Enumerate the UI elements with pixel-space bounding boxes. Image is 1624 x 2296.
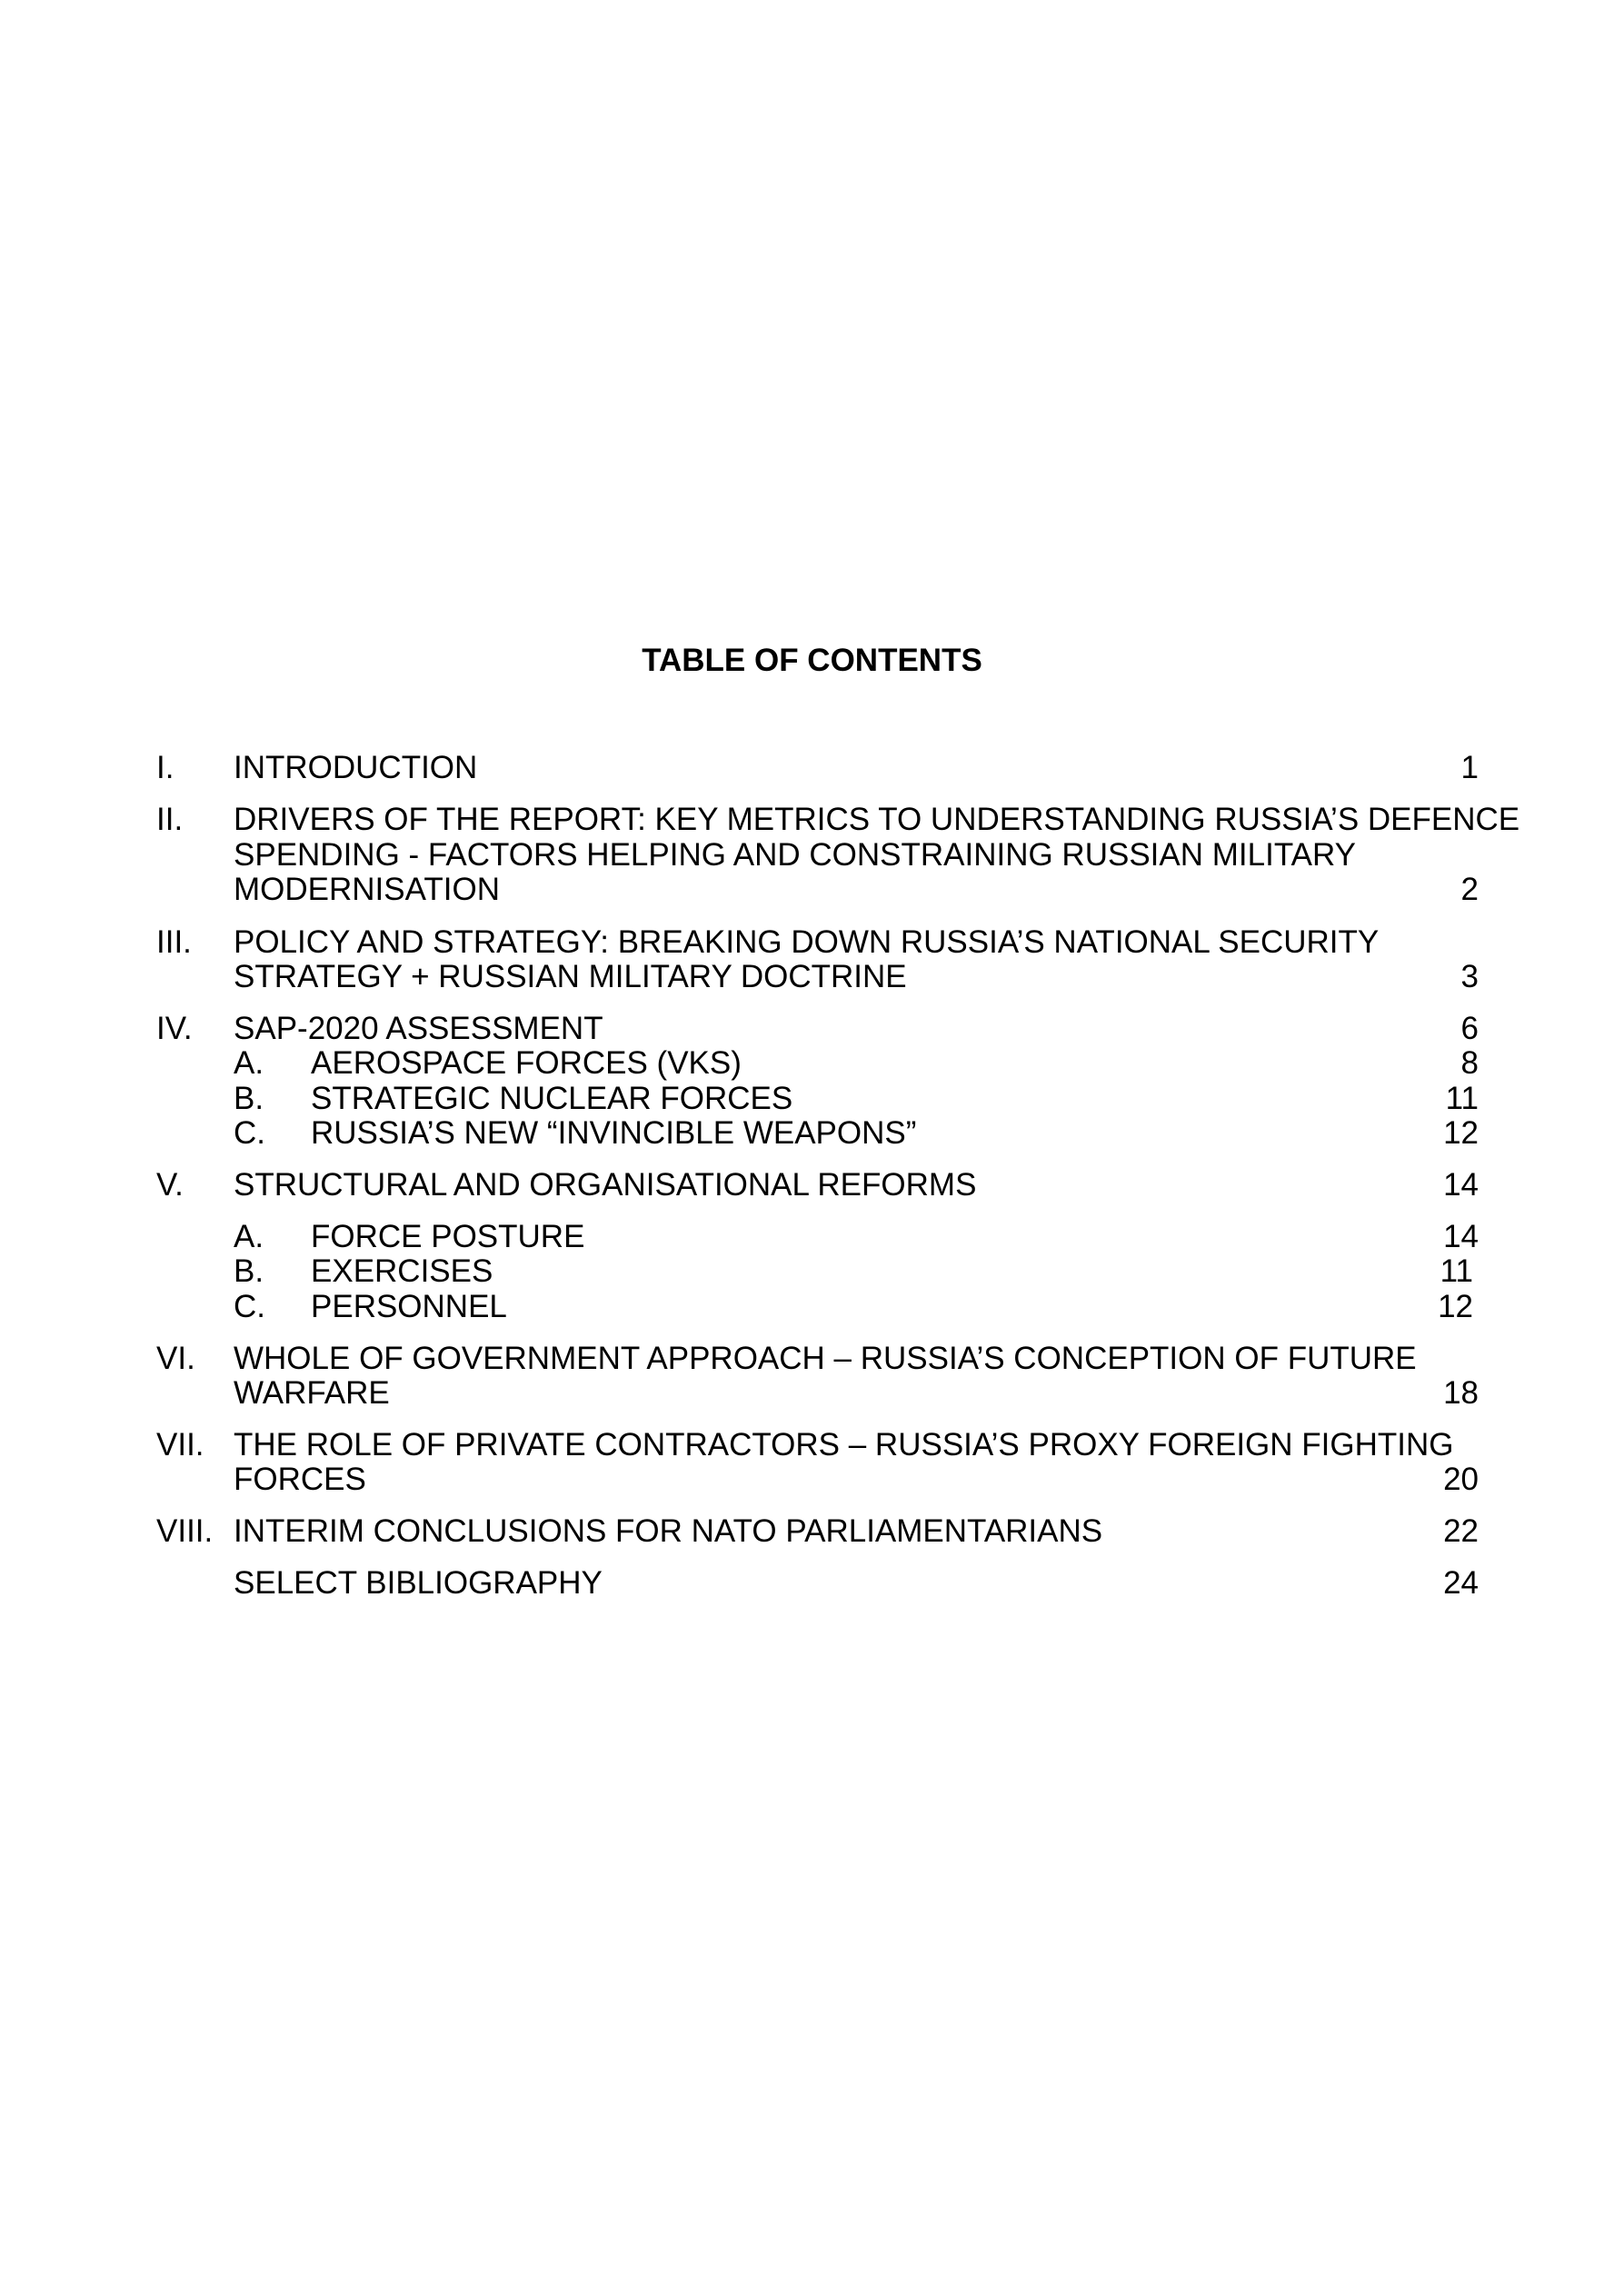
- toc-subentry-5a[interactable]: [0, 1219, 1624, 1254]
- toc-page-number: 14: [1443, 1219, 1479, 1254]
- toc-entry-number: III.: [156, 924, 192, 960]
- toc-page-number: 12: [1443, 1115, 1479, 1151]
- toc-page-number: 12: [1438, 1289, 1473, 1324]
- toc-subentry-letter: A.: [234, 1045, 264, 1081]
- toc-subentry-title: AEROSPACE FORCES (VKS): [311, 1045, 742, 1081]
- page-title: TABLE OF CONTENTS: [642, 643, 982, 678]
- toc-entry-6-line-2[interactable]: [0, 1375, 1624, 1411]
- toc-entry-2[interactable]: [0, 802, 1624, 837]
- toc-page-number: 6: [1460, 1011, 1479, 1046]
- toc-subentry-5c[interactable]: [0, 1289, 1624, 1324]
- toc-entry-title: MODERNISATION: [234, 872, 500, 907]
- toc-page-number: 18: [1443, 1375, 1479, 1411]
- toc-subentry-4a[interactable]: [0, 1045, 1624, 1081]
- toc-page-number: 8: [1460, 1045, 1479, 1081]
- toc-entry-bibliography[interactable]: [0, 1565, 1624, 1601]
- toc-entry-number: VI.: [156, 1341, 195, 1376]
- toc-subentry-letter: C.: [234, 1115, 265, 1151]
- toc-entry-number: VIII.: [156, 1513, 214, 1549]
- toc-entry-title: INTERIM CONCLUSIONS FOR NATO PARLIAMENTARIANS: [234, 1513, 1103, 1549]
- toc-subentry-5b[interactable]: [0, 1253, 1624, 1289]
- toc-page-number: 20: [1443, 1462, 1479, 1497]
- toc-subentry-4c[interactable]: [0, 1115, 1624, 1151]
- toc-entry-2-line-3[interactable]: [0, 872, 1624, 907]
- toc-subentry-letter: C.: [234, 1289, 265, 1324]
- toc-page-number: 14: [1443, 1167, 1479, 1203]
- toc-subentry-letter: A.: [234, 1219, 264, 1254]
- toc-entry-title: SPENDING - FACTORS HELPING AND CONSTRAINING RUSSIAN MILITARY: [234, 837, 1356, 873]
- toc-entry-title: THE ROLE OF PRIVATE CONTRACTORS – RUSSIA’S PROXY FOREIGN FIGHTING: [234, 1427, 1454, 1462]
- toc-page-number: 1: [1460, 750, 1479, 785]
- toc-entry-title: WARFARE: [234, 1375, 390, 1411]
- toc-subentry-title: PERSONNEL: [311, 1289, 507, 1324]
- toc-entry-title: INTRODUCTION: [234, 750, 478, 785]
- toc-subentry-letter: B.: [234, 1081, 264, 1116]
- toc-entry-title: POLICY AND STRATEGY: BREAKING DOWN RUSSIA’S NATIONAL SECURITY: [234, 924, 1380, 960]
- toc-entry-4[interactable]: [0, 1011, 1624, 1046]
- toc-entry-2-line-2[interactable]: [0, 837, 1624, 873]
- toc-subentry-4b[interactable]: [0, 1081, 1624, 1116]
- toc-entry-3-line-2[interactable]: [0, 959, 1624, 994]
- toc-entry-7[interactable]: [0, 1427, 1624, 1462]
- toc-entry-5[interactable]: [0, 1167, 1624, 1203]
- toc-entry-number: IV.: [156, 1011, 193, 1046]
- toc-subentry-letter: B.: [234, 1253, 264, 1289]
- toc-entry-title: FORCES: [234, 1462, 366, 1497]
- toc-entry-8[interactable]: [0, 1513, 1624, 1549]
- toc-subentry-title: FORCE POSTURE: [311, 1219, 585, 1254]
- toc-entry-title: SAP-2020 ASSESSMENT: [234, 1011, 603, 1046]
- toc-entry-7-line-2[interactable]: [0, 1462, 1624, 1497]
- toc-page-number: 22: [1443, 1513, 1479, 1549]
- toc-subentry-title: RUSSIA’S NEW “INVINCIBLE WEAPONS”: [311, 1115, 917, 1151]
- toc-entry-number: V.: [156, 1167, 184, 1203]
- toc-entry-3[interactable]: [0, 924, 1624, 960]
- toc-subentry-title: STRATEGIC NUCLEAR FORCES: [311, 1081, 793, 1116]
- toc-entry-title: DRIVERS OF THE REPORT: KEY METRICS TO UNDERSTANDING RUSSIA’S DEFENCE: [234, 802, 1520, 837]
- toc-subentry-title: EXERCISES: [311, 1253, 493, 1289]
- toc-entry-number: VII.: [156, 1427, 204, 1462]
- toc-entry-title: WHOLE OF GOVERNMENT APPROACH – RUSSIA’S CONCEPTION OF FUTURE: [234, 1341, 1417, 1376]
- toc-entry-title: STRATEGY + RUSSIAN MILITARY DOCTRINE: [234, 959, 907, 994]
- toc-page-number: 2: [1460, 872, 1479, 907]
- toc-page-number: 24: [1443, 1565, 1479, 1601]
- toc-page-number: 11: [1445, 1081, 1479, 1116]
- toc-entry-6[interactable]: [0, 1341, 1624, 1376]
- toc-entry-title: STRUCTURAL AND ORGANISATIONAL REFORMS: [234, 1167, 977, 1203]
- toc-entry-1[interactable]: [0, 750, 1624, 785]
- toc-entry-number: I.: [156, 750, 174, 785]
- toc-page-number: 3: [1460, 959, 1479, 994]
- toc-entry-title: SELECT BIBLIOGRAPHY: [234, 1565, 603, 1601]
- toc-entry-number: II.: [156, 802, 184, 837]
- toc-page-number: 11: [1440, 1253, 1473, 1289]
